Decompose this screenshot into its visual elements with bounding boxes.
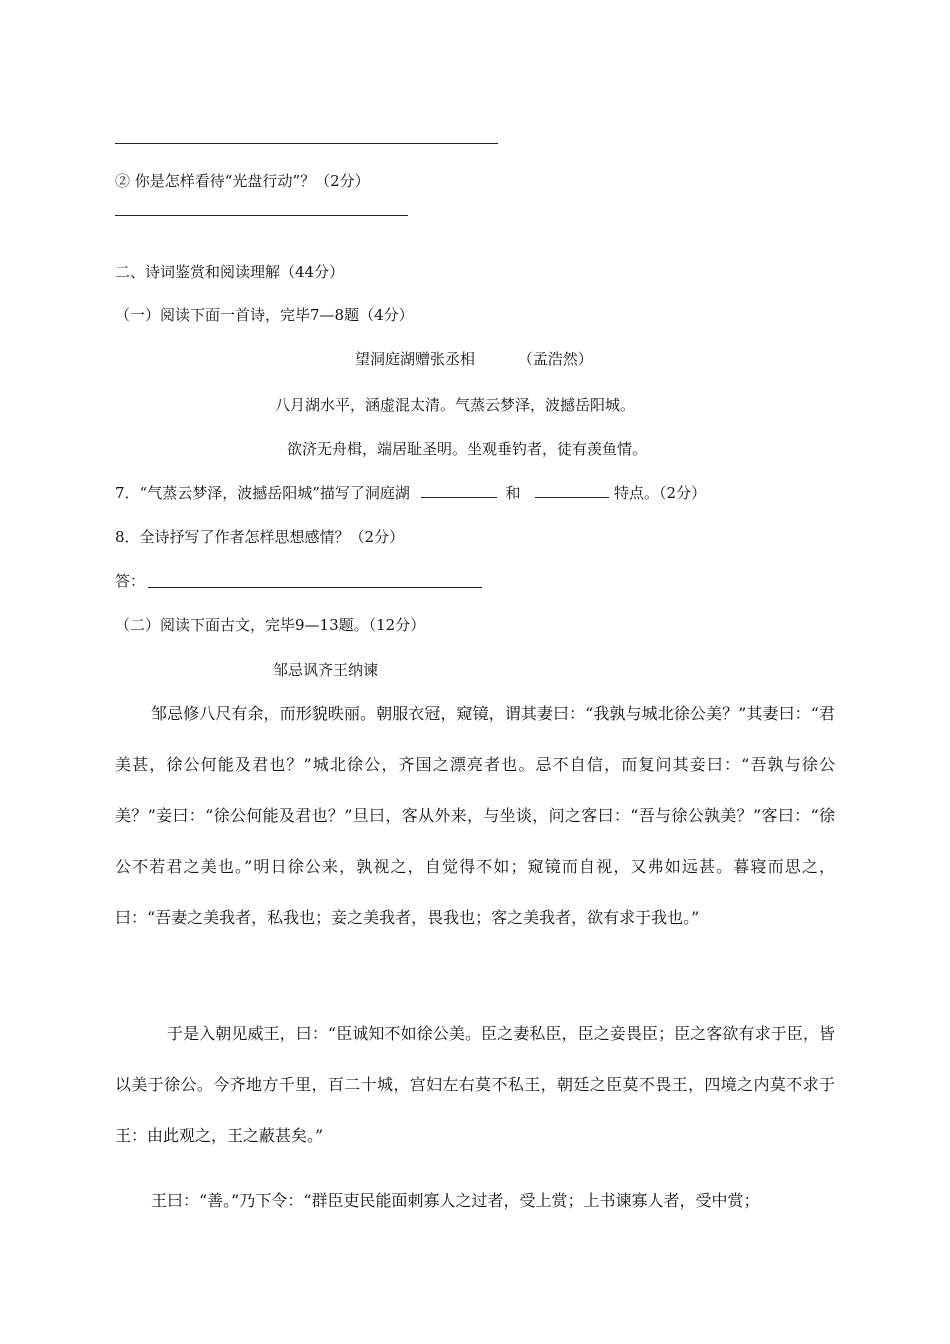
prose-paragraph-1: 邹忌修八尺有余，而形貌昳丽。朝服衣冠，窥镜，谓其妻曰：“我孰与城北徐公美？”其妻曰：“君美甚，徐公何能及君也？”城北徐公，齐国之漂亮者也。忌不自信，而复问其妾曰：“吾孰与徐公美？”妾曰：“徐公何能及君也？”旦曰，客从外来，与坐谈，问之客曰：“吾与徐公孰美？”客曰：“徐公不若君之美也。”明日徐公来，孰视之，自觉得不如；窥镜而自视，又弗如远甚。暮寝而思之，曰：“吾妻之美我者，私我也；妾之美我者，畏我也；客之美我者，欲有求于我也。” [115, 704, 835, 927]
answer-label: 答： [115, 572, 146, 590]
poem-author: （孟浩然） [517, 350, 593, 368]
prose-title: 邹忌讽齐王纳谏 [273, 661, 379, 679]
question-8: 8．全诗抒写了作者怎样思想感情？（2分） [115, 528, 405, 546]
answer-line-8[interactable] [148, 587, 482, 588]
poem-title: 望洞庭湖赠张丞相 [355, 350, 476, 368]
answer-line-light-disk [115, 215, 408, 216]
prose-paragraph-3: 王曰：“善。”乃下令：“群臣吏民能面刺寡人之过者，受上赏；上书谏寡人者，受中赏； [151, 1191, 760, 1210]
question-7-mid: 和 [505, 484, 521, 502]
section-2-title: 二、诗词鉴赏和阅读理解（44分） [115, 263, 345, 281]
blank-7b[interactable] [535, 483, 609, 498]
poem-line-2: 欲济无舟楫，端居耻圣明。坐观垂钓者，徒有羡鱼情。 [287, 440, 648, 458]
question-light-disk: ② 你是怎样看待“光盘行动”？（2分） [115, 172, 370, 190]
answer-row [115, 571, 145, 591]
poem-title-row [355, 349, 593, 369]
prose-paragraph-2: 于是入朝见威王，曰：“臣诚知不如徐公美。臣之妻私臣，臣之妾畏臣；臣之客欲有求于臣，皆以美于徐公。今齐地方千里，百二十城，宫妇左右莫不私王，朝廷之臣莫不畏王，四境之内莫不求于王：由此观之，王之蔽甚矣。” [115, 1024, 835, 1145]
question-7-suffix: 特点。（2分） [614, 484, 707, 502]
question-7-prefix: 7．“气蒸云梦泽，波撼岳阳城”描写了洞庭湖 [115, 484, 410, 502]
part-1-intro: （一）阅读下面一首诗，完毕7—8题（4分） [115, 306, 414, 324]
part-2-intro: （二）阅读下面古文，完毕9—13题。（12分） [115, 616, 426, 634]
question-7 [115, 483, 706, 503]
blank-7a[interactable] [421, 483, 497, 498]
answer-line-top [115, 143, 498, 144]
poem-line-1: 八月湖水平，涵虚混太清。气蒸云梦泽，波撼岳阳城。 [275, 396, 636, 414]
